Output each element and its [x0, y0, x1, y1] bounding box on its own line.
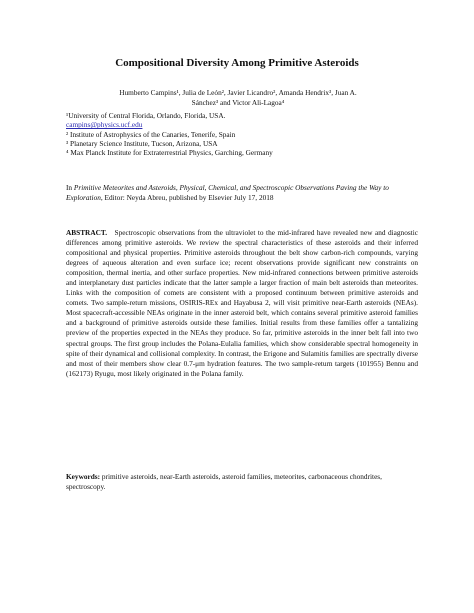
author-list — [63, 88, 413, 108]
affiliation-1: ¹University of Central Florida, Orlando, Florida, USA. — [66, 111, 226, 120]
citation-prefix: In — [66, 183, 74, 192]
publication-note — [66, 183, 416, 203]
book-title: Primitive Meteorites and Asteroids, Physical, Chemical, and Spectroscopic Observations Paving the Way to Exploration — [66, 183, 389, 202]
abstract — [66, 228, 418, 379]
keywords — [66, 472, 416, 492]
abstract-label: ABSTRACT. — [66, 228, 108, 237]
keywords-text: primitive asteroids, near-Earth asteroids, asteroid families, meteorites, carbonaceous chondrites, spectroscopy. — [66, 472, 382, 491]
affiliation-3: ³ Planetary Science Institute, Tucson, Arizona, USA — [66, 138, 218, 148]
abstract-text: Spectroscopic observations from the ultraviolet to the mid-infrared have revealed new and diagnostic differences among primitive asteroids. We review the spectral characteristics of these asteroids and their inferred compositional and physical properties. Primitive asteroids throughout the belt show carbon-rich compounds, varying degrees of aqueous alteration and even surface ice; recent observations provide significant new constraints on composition, thermal inertia, and other surface properties. New mid-infrared connections between primitive asteroids and interplanetary dust particles indicate that the latter sample a larger fraction of main belt asteroids than meteorites. Links with the composition of comets are consistent with a proposed continuum between primitive asteroids and comets. Two sample-return missions, OSIRIS-REx and Hayabusa 2, will visit primitive near-Earth asteroids (NEAs). Most spacecraft-accessible NEAs originate in the inner asteroid belt, which contains several primitive asteroid families and a background of primitive asteroids outside these families. Initial results from these families offer a tantalizing preview of the properties expected in the NEAs they produce. So far, primitive asteroids in the inner belt fall into two spectral groups. The first group includes the Polana-Eulalia families, which show considerable spectral homogeneity in spite of their dynamical and collisional complexity. In contrast, the Erigone and Sulamitis families are spectrally diverse and most of their members show clear 0.7-μm hydration features. The two sample-return targets (101955) Bennu and (162173) Ryugu, most likely originated in the Polana family. — [66, 228, 418, 378]
affiliation-4: ⁴ Max Planck Institute for Extraterrestrial Physics, Garching, Germany — [66, 148, 273, 158]
keywords-label: Keywords: — [66, 472, 101, 481]
email-link[interactable]: campins@physics.ucf.edu — [66, 120, 143, 130]
paper-title: Compositional Diversity Among Primitive Asteroids — [115, 57, 359, 69]
affiliation-2: ² Institute of Astrophysics of the Canaries, Tenerife, Spain — [66, 129, 236, 139]
affiliations — [66, 111, 406, 157]
authors-line-2: Sánchez³ and Victor Ali-Lagoa⁴ — [191, 98, 285, 107]
citation-suffix: , Editor: Neyda Abreu, published by Elsevier July 17, 2018 — [100, 193, 274, 202]
authors-line-1: Humberto Campins¹, Julia de León², Javier Licandro², Amanda Hendrix³, Juan A. — [119, 88, 357, 97]
